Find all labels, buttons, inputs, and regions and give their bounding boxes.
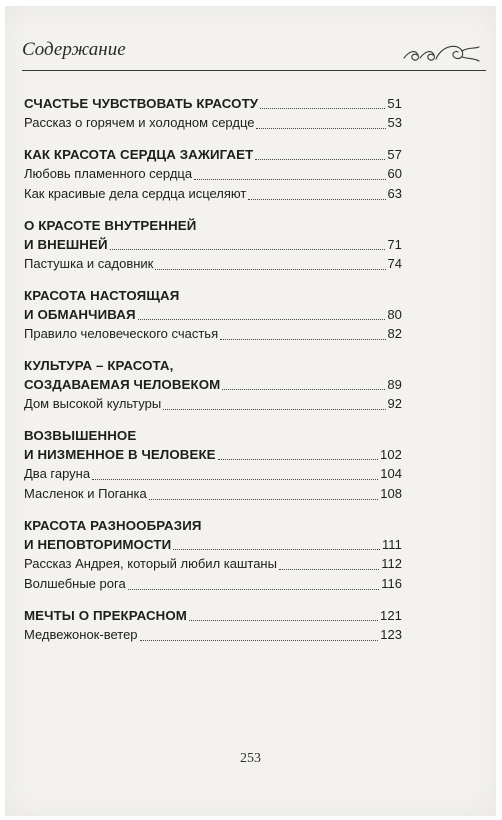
dot-leader [256,128,385,129]
toc-heading-line [24,305,402,324]
dot-leader [260,108,385,109]
toc-section [24,356,402,414]
toc-entry-title: Медвежонок-ветер [24,627,138,642]
dot-leader [279,569,379,570]
header-divider [22,70,486,71]
toc-entry-title: Правило человеческого счастья [24,326,219,341]
toc-heading-text: И ОБМАНЧИВАЯ [24,307,136,322]
toc-entry-title: Волшебные рога [24,576,126,591]
toc-entry-page: 74 [387,256,402,271]
toc-heading-line [24,535,402,554]
toc-heading-text: ВОЗВЫШЕННОЕ [24,428,137,443]
toc-entry-title: Как красивые дела сердца исцеляют [24,186,247,201]
toc-entry-page: 112 [381,556,402,571]
toc-entry-title: Рассказ Андрея, который любил каштаны [24,556,277,571]
toc-heading-page: 89 [387,377,402,392]
toc-heading-text: О КРАСОТЕ ВНУТРЕННЕЙ [24,218,197,233]
toc-entry-title: Масленок и Поганка [24,486,147,501]
toc-heading-text: КУЛЬТУРА – КРАСОТА, [24,358,174,373]
toc-heading-text: И ВНЕШНЕЙ [24,237,108,252]
toc-entry [24,164,402,184]
toc-heading-page: 121 [380,608,402,623]
toc-heading-line [24,94,402,113]
flourish-ornament-icon [402,41,482,67]
book-page [5,6,496,816]
toc-heading-page: 111 [381,537,402,552]
toc-heading-text: СОЗДАВАЕМАЯ ЧЕЛОВЕКОМ [24,377,221,392]
toc-heading-page: 57 [387,147,402,162]
dot-leader [173,549,380,550]
dot-leader [218,459,378,460]
page-title: Содержание [22,39,126,60]
toc-section [24,94,402,133]
toc-entry [24,625,402,645]
toc-section [24,216,402,274]
toc-entry [24,113,402,133]
toc-heading-page: 102 [380,447,402,462]
toc-heading-text: КАК КРАСОТА СЕРДЦА ЗАЖИГАЕТ [24,147,254,162]
toc-heading-line [24,516,402,535]
dot-leader [140,640,379,641]
toc-entry [24,464,402,484]
toc-entry [24,184,402,204]
dot-leader [128,589,380,590]
toc-entry-title: Два гаруна [24,466,91,481]
toc-heading-line [24,375,402,394]
toc-heading-page: 51 [387,96,402,111]
toc-heading-line [24,286,402,305]
toc-heading-text: СЧАСТЬЕ ЧУВСТВОВАТЬ КРАСОТУ [24,96,259,111]
toc-heading-text: КРАСОТА РАЗНООБРАЗИЯ [24,518,202,533]
dot-leader [220,339,385,340]
dot-leader [149,499,379,500]
toc-section [24,606,402,645]
toc-entry [24,484,402,504]
toc-entry [24,394,402,414]
toc-entry-title: Рассказ о горячем и холодном сердце [24,115,255,130]
page-header [22,39,486,69]
toc-entry-page: 92 [387,396,402,411]
toc-section [24,516,402,594]
toc-entry-page: 108 [380,486,402,501]
page-number: 253 [240,751,261,766]
dot-leader [194,179,385,180]
toc-entry-page: 116 [381,576,402,591]
toc-section [24,426,402,504]
dot-leader [110,249,386,250]
toc-heading-text: МЕЧТЫ О ПРЕКРАСНОМ [24,608,187,623]
toc-section [24,286,402,344]
toc-heading-line [24,445,402,464]
toc-heading-line [24,426,402,445]
toc-heading-text: КРАСОТА НАСТОЯЩАЯ [24,288,180,303]
toc-heading-line [24,145,402,164]
toc-heading-text: И НИЗМЕННОЕ В ЧЕЛОВЕКЕ [24,447,216,462]
toc-heading-line [24,356,402,375]
toc-entry-page: 104 [380,466,402,481]
toc-heading-page: 71 [387,237,402,252]
toc-entry-page: 53 [387,115,402,130]
dot-leader [163,409,385,410]
toc-entry-page: 123 [380,627,402,642]
toc-entry [24,324,402,344]
toc-entry-title: Дом высокой культуры [24,396,162,411]
toc-heading-page: 80 [387,307,402,322]
table-of-contents [24,94,402,657]
toc-entry-title: Любовь пламенного сердца [24,166,193,181]
dot-leader [155,269,385,270]
dot-leader [189,620,378,621]
dot-leader [92,479,378,480]
toc-entry [24,574,402,594]
dot-leader [255,159,385,160]
dot-leader [138,319,386,320]
dot-leader [248,199,385,200]
dot-leader [222,389,385,390]
toc-entry [24,554,402,574]
toc-entry [24,254,402,274]
toc-heading-line [24,216,402,235]
toc-entry-title: Пастушка и садовник [24,256,154,271]
toc-heading-text: И НЕПОВТОРИМОСТИ [24,537,172,552]
toc-heading-line [24,606,402,625]
toc-entry-page: 60 [387,166,402,181]
toc-entry-page: 82 [387,326,402,341]
toc-heading-line [24,235,402,254]
toc-entry-page: 63 [387,186,402,201]
toc-section [24,145,402,204]
